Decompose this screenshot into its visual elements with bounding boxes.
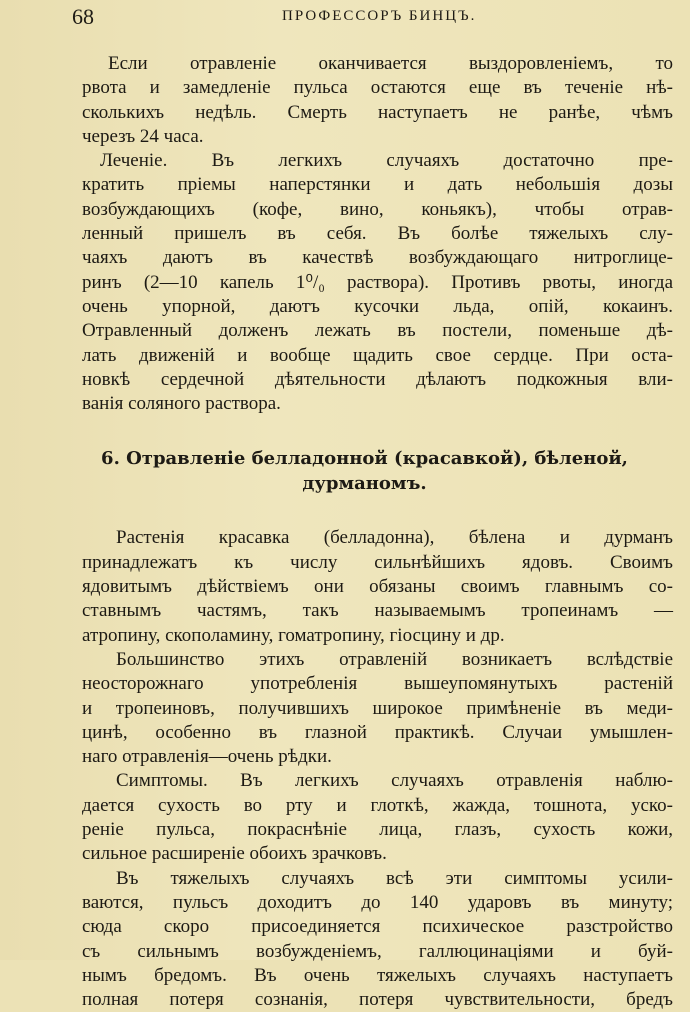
text-line: съ сильнымъ возбужденіемъ, галлюцинаціями и буй- bbox=[82, 940, 673, 962]
paragraph bbox=[82, 769, 673, 866]
text-line: ванія соляного раствора. bbox=[82, 393, 281, 415]
text-line: кратить пріемы наперстянки и дать небольшія дозы bbox=[82, 174, 673, 196]
text-line: ваются, пульсъ доходитъ до 140 ударовъ въ минуту; bbox=[82, 891, 673, 913]
text-line: сюда скоро присоединяется психическое разстройство bbox=[82, 916, 673, 938]
text-line: цинѣ, особенно въ глазной практикѣ. Случаи умышлен- bbox=[82, 721, 673, 743]
running-title: ПРОФЕССОРЪ БИНЦЪ. bbox=[282, 8, 477, 24]
page-body bbox=[82, 52, 673, 1012]
text-line: чаяхъ даютъ въ качествѣ возбуждающаго нитроглице- bbox=[82, 247, 673, 269]
text-line: лать движеній и вообще щадить свое сердце. При оста- bbox=[82, 344, 673, 366]
text-line: принадлежатъ къ числу сильнѣйшихъ ядовъ. Своимъ bbox=[82, 551, 673, 573]
paragraph bbox=[82, 867, 673, 1012]
heading-line: дурманомъ. bbox=[302, 473, 427, 495]
text-line: Растенія красавка (белладонна), бѣлена и дурманъ bbox=[116, 527, 673, 549]
text-line: новкѣ сердечной дѣятельности дѣлаютъ подкожныя вли- bbox=[82, 368, 673, 390]
text-line: дается сухость во рту и глоткѣ, жажда, тошнота, уско- bbox=[82, 794, 673, 816]
text-line: и тропеиновъ, получившихъ широкое примѣненіе въ меди- bbox=[82, 697, 673, 719]
text-line: Леченіе. Въ легкихъ случаяхъ достаточно пре- bbox=[100, 150, 673, 172]
page-number: 68 bbox=[72, 4, 94, 29]
text-line: Симптомы. Въ легкихъ случаяхъ отравленія наблю- bbox=[116, 770, 673, 792]
text-line: возбуждающихъ (кофе, вино, коньякъ), чтобы отрав- bbox=[82, 198, 673, 220]
text-line: Отравленный долженъ лежать въ постели, поменьше дѣ- bbox=[82, 320, 673, 342]
text-line: рвота и замедленіе пульса остаются еще въ теченіе нѣ- bbox=[82, 77, 673, 99]
text-line: ринъ (2—10 капель 1⁰/₀ раствора). Противъ рвоты, иногда bbox=[82, 271, 673, 293]
text-line: реніе пульса, покраснѣніе лица, глазъ, сухость кожи, bbox=[82, 819, 673, 841]
text-line: ставнымъ частямъ, такъ называемымъ тропеинамъ — bbox=[82, 600, 673, 622]
text-line: Большинство этихъ отравленій возникаетъ вслѣдствіе bbox=[116, 648, 673, 670]
text-line: ядовитымъ дѣйствіемъ они обязаны своимъ главнымъ со- bbox=[82, 576, 673, 598]
page-header bbox=[72, 4, 672, 34]
paragraph bbox=[82, 648, 673, 769]
text-line: наго отравленія—очень рѣдки. bbox=[82, 746, 332, 768]
paragraph bbox=[82, 149, 673, 416]
text-line: неосторожнаго употребленія вышеупомянутыхъ растеній bbox=[82, 673, 673, 695]
text-line: черезъ 24 часа. bbox=[82, 125, 204, 147]
text-line: нымъ бредомъ. Въ очень тяжелыхъ случаяхъ наступаетъ bbox=[82, 964, 673, 986]
text-line: сильное расширеніе обоихъ зрачковъ. bbox=[82, 843, 387, 865]
text-line: атропину, скополамину, гоматропину, гіосцину и др. bbox=[82, 624, 505, 646]
text-line: Если отравленіе оканчивается выздоровленіемъ, то bbox=[108, 53, 673, 74]
text-line: Въ тяжелыхъ случаяхъ всѣ эти симптомы усили- bbox=[116, 867, 673, 889]
section-heading bbox=[82, 446, 647, 496]
text-line: очень упорной, даютъ кусочки льда, опій, кокаинъ. bbox=[82, 295, 673, 317]
text-line: ленный пришелъ въ себя. Въ болѣе тяжелыхъ слу- bbox=[82, 223, 673, 245]
text-line: полная потеря сознанія, потеря чувствительности, бредъ bbox=[82, 989, 673, 1011]
text-line: сколькихъ недѣль. Смерть наступаетъ не ранѣе, чѣмъ bbox=[82, 101, 673, 123]
heading-line: 6. Отравленіе белладонной (красавкой), бѣленой, bbox=[101, 448, 628, 470]
paragraph bbox=[82, 52, 673, 149]
paragraph bbox=[82, 526, 673, 647]
